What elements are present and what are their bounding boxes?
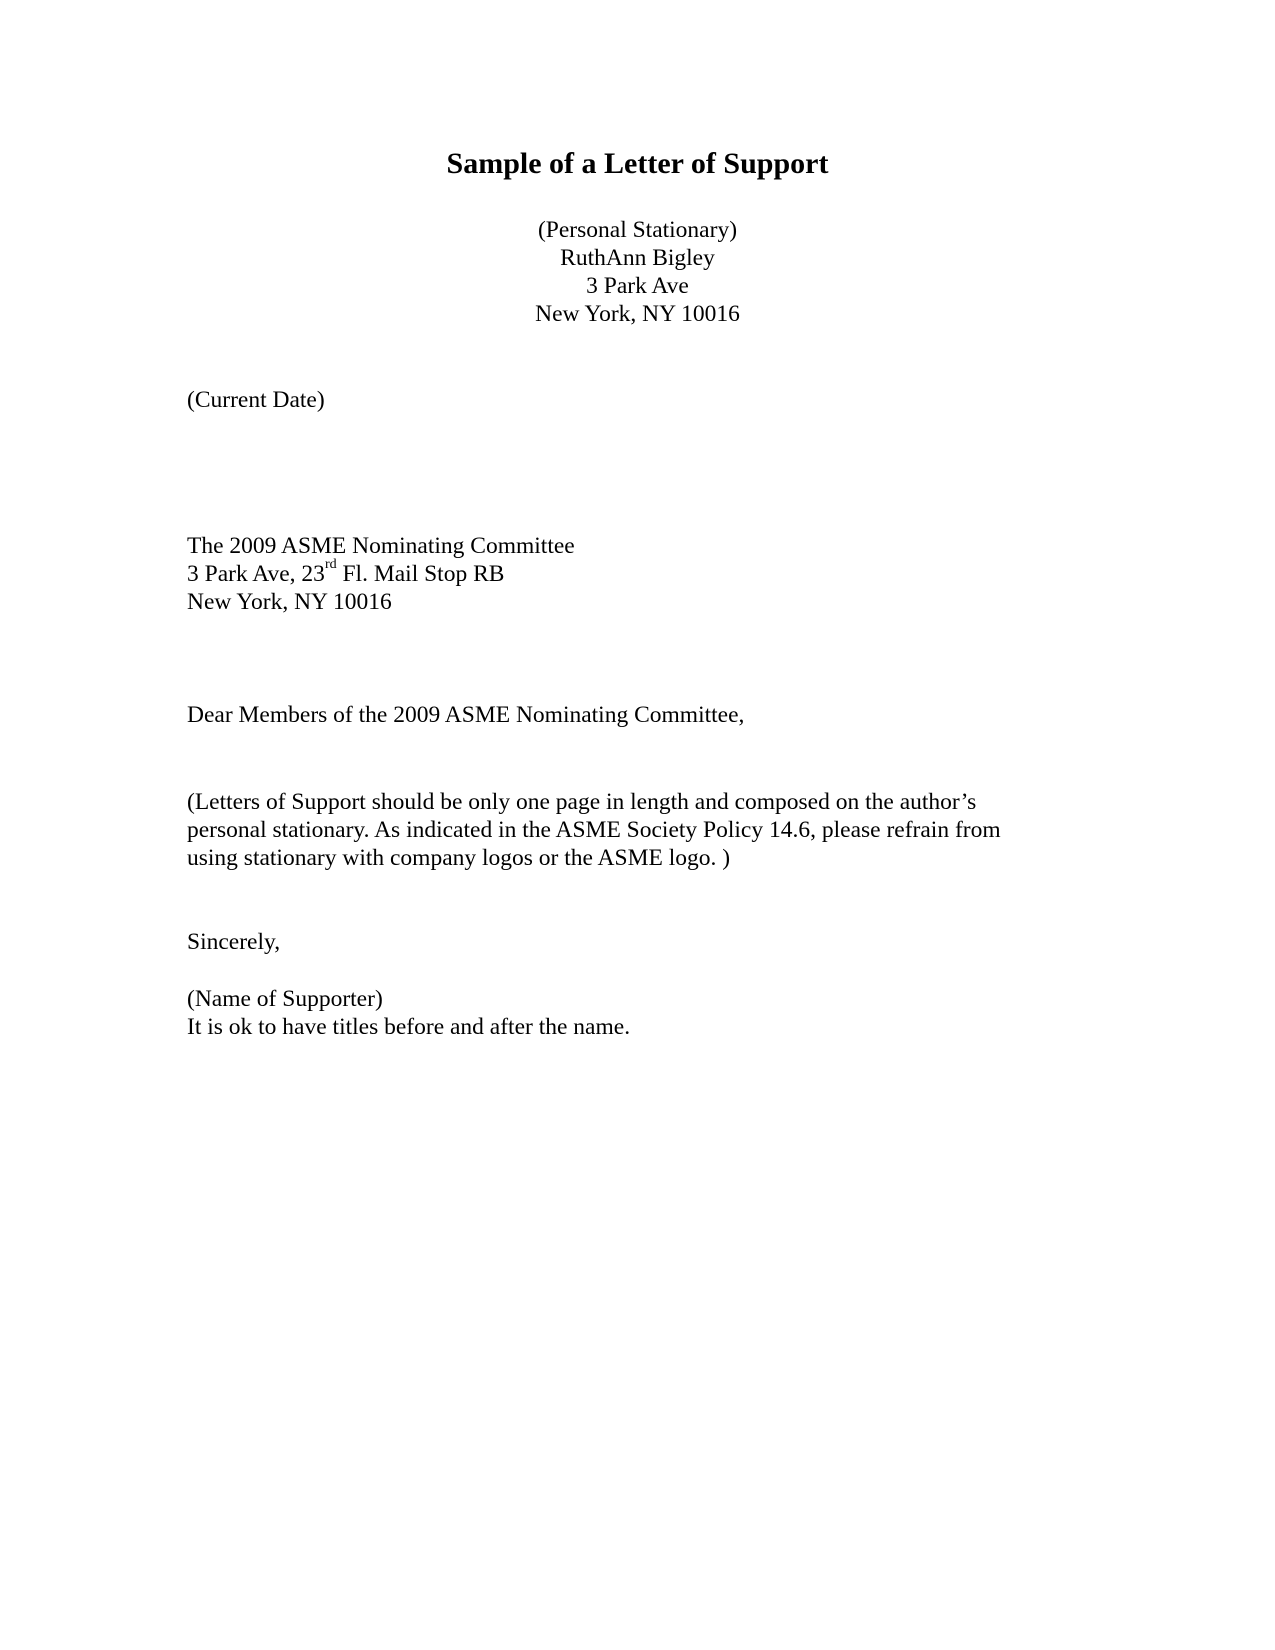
sender-address-block: [0, 216, 1275, 328]
body-line: personal stationary. As indicated in the ASME Society Policy 14.6, please refrain from: [187, 817, 1001, 843]
signature-block: [187, 985, 630, 1041]
recipient-street-suffix: Fl. Mail Stop RB: [336, 561, 505, 587]
signature-note: It is ok to have titles before and after the name.: [187, 1014, 631, 1040]
recipient-city: New York, NY 10016: [187, 589, 392, 615]
salutation: Dear Members of the 2009 ASME Nominating Committee,: [187, 702, 745, 728]
sender-street: 3 Park Ave: [586, 273, 689, 299]
signature-name: (Name of Supporter): [187, 986, 383, 1012]
recipient-street-prefix: 3 Park Ave, 23: [187, 561, 325, 587]
body-line: (Letters of Support should be only one page in length and composed on the author’s: [187, 789, 977, 815]
recipient-street-superscript: rd: [324, 557, 337, 573]
recipient-street: [187, 557, 575, 588]
recipient-organization: The 2009 ASME Nominating Committee: [187, 533, 575, 559]
letter-date: (Current Date): [187, 387, 325, 413]
recipient-address-block: [187, 532, 575, 616]
body-line: using stationary with company logos or the ASME logo. ): [187, 845, 731, 871]
sender-city: New York, NY 10016: [535, 301, 740, 327]
document-title: Sample of a Letter of Support: [446, 147, 829, 180]
closing: Sincerely,: [187, 929, 281, 955]
sender-name: RuthAnn Bigley: [560, 245, 715, 271]
sender-stationary-note: (Personal Stationary): [537, 217, 738, 243]
letter-body: [187, 788, 1001, 872]
